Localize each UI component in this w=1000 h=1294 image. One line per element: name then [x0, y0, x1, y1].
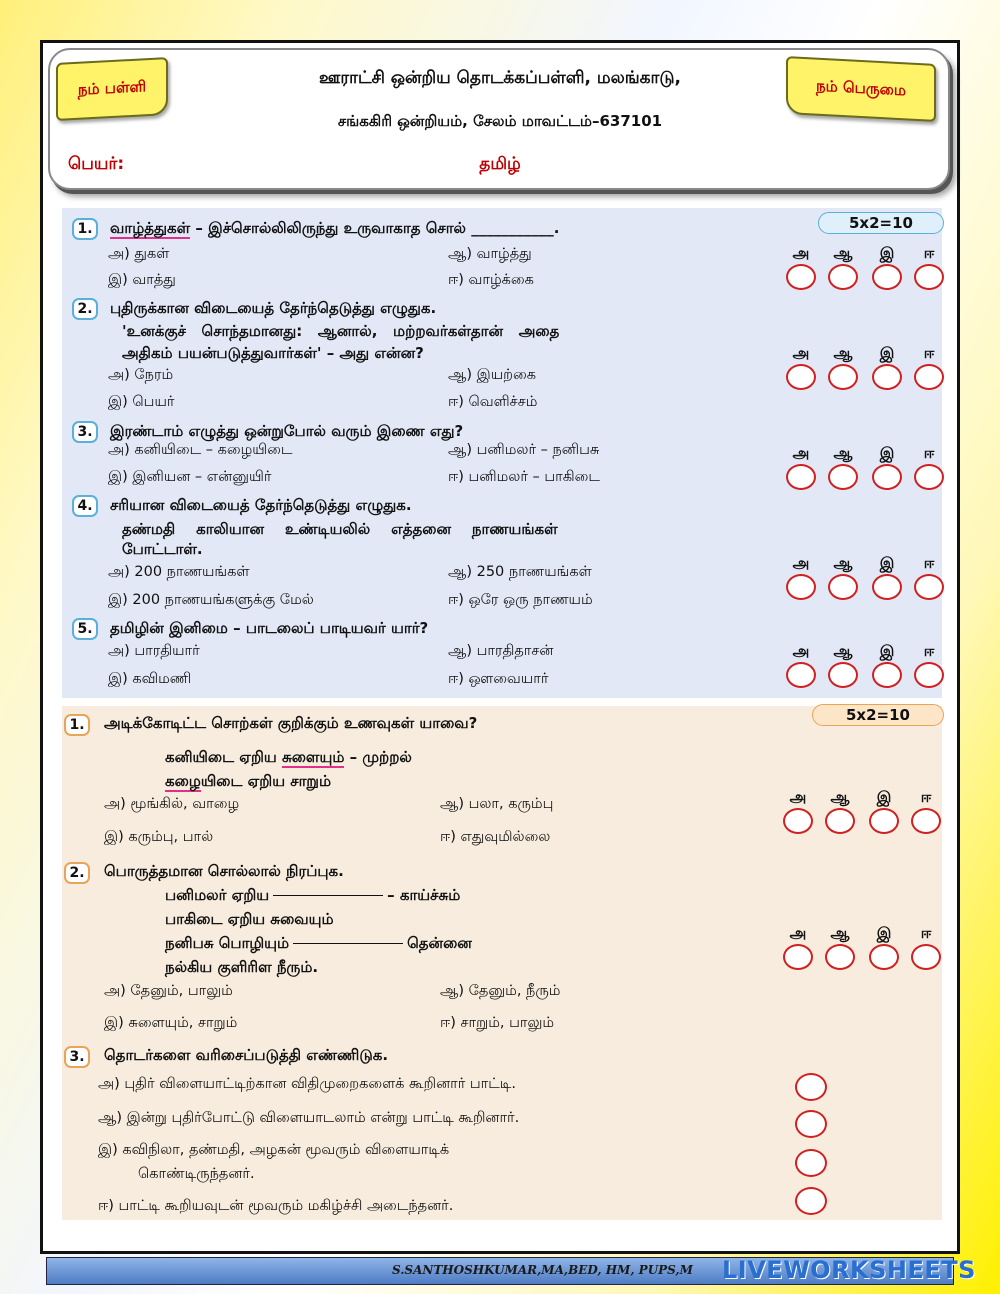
option-a: அ) துகள் — [108, 246, 170, 262]
option-c: இ) 200 நாணயங்களுக்கு மேல் — [108, 592, 314, 608]
order-circle-2[interactable] — [795, 1110, 827, 1138]
poem-line: நனிபசு பொழியும் தென்னை — [165, 934, 472, 952]
option-d: ஈ) எதுவுமில்லை — [440, 829, 551, 845]
answer-circle-b[interactable] — [828, 364, 858, 390]
question-text: தமிழின் இனிமை – பாடலைப் பாடியவர் யார்? — [110, 619, 429, 637]
answer-circles: அ ஆ இ ஈ — [783, 788, 933, 838]
answer-circle-c[interactable] — [872, 574, 902, 600]
option-a: அ) மூங்கில், வாழை — [104, 796, 240, 812]
option-c: இ) வாத்து — [108, 272, 176, 288]
option-b: ஆ) தேனும், நீரும் — [440, 983, 561, 999]
fill-blank[interactable] — [293, 943, 403, 944]
answer-circle-d[interactable] — [914, 464, 944, 490]
option-a: அ) நேரம் — [108, 367, 174, 383]
underlined-word: கழை — [165, 772, 201, 790]
answer-circle-c[interactable] — [872, 464, 902, 490]
answer-circle-a[interactable] — [786, 662, 816, 688]
name-label: பெயர்: — [68, 154, 125, 174]
option-a: அ) 200 நாணயங்கள் — [108, 564, 250, 580]
answer-circle-c[interactable] — [872, 364, 902, 390]
option-b: ஆ) பாரதிதாசன் — [448, 643, 554, 659]
answer-circle-b[interactable] — [825, 808, 855, 834]
poem-line: நல்கிய குளிரிள நீரும். — [165, 958, 319, 976]
option-b: ஆ) பலா, கரும்பு — [440, 796, 554, 812]
fill-blank[interactable] — [273, 895, 383, 896]
poem-line: பனிமலர் ஏறிய – காய்ச்சும் — [165, 886, 461, 904]
option-d: ஈ) வெளிச்சம் — [448, 394, 538, 410]
sequence-item: ஆ) இன்று புதிர்போட்டு விளையாடலாம் என்று பாட்டி கூறினார். — [98, 1110, 520, 1126]
option-d: ஈ) ஒரே ஒரு நாணயம் — [448, 592, 593, 608]
option-b: ஆ) வாழ்த்து — [448, 246, 532, 262]
footer-author: S.SANTHOSHKUMAR,MA,BED, HM, PUPS,M — [392, 1263, 693, 1277]
answer-circles: அ ஆ இ ஈ — [786, 244, 936, 294]
sequence-item: இ) கவிநிலா, தண்மதி, அழகன் மூவரும் விளையாடிக் — [98, 1142, 450, 1158]
question-number: 1. — [64, 714, 90, 736]
option-b: ஆ) பனிமலர் – நனிபசு — [448, 442, 600, 458]
option-a: அ) கனியிடை – கழையிடை — [108, 442, 293, 458]
question-subtext: 'உனக்குச் சொந்தமானது: ஆனால், மற்றவர்கள்தான் அதை — [122, 322, 560, 340]
answer-circles: அ ஆ இ ஈ — [783, 924, 933, 974]
option-c: இ) இனியன – என்னுயிர் — [108, 469, 272, 485]
question-text: தொடர்களை வரிசைப்படுத்தி எண்ணிடுக. — [104, 1046, 389, 1064]
answer-circle-b[interactable] — [828, 574, 858, 600]
question-number: 1. — [72, 218, 98, 240]
question-text: சரியான விடையைத் தேர்ந்தெடுத்து எழுதுக. — [110, 496, 412, 514]
underlined-word: சுளையும் — [281, 748, 345, 766]
answer-circle-a[interactable] — [783, 808, 813, 834]
poem-line: கழையிடை ஏறிய சாறும் — [165, 772, 332, 790]
answer-circle-c[interactable] — [872, 264, 902, 290]
question-subtext: அதிகம் பயன்படுத்துவார்கள்' – அது என்ன? — [122, 344, 424, 362]
order-circle-1[interactable] — [795, 1073, 827, 1101]
option-c: இ) பெயர் — [108, 394, 175, 410]
answer-circles: அ ஆ இ ஈ — [786, 642, 936, 692]
option-b: ஆ) 250 நாணயங்கள் — [448, 564, 592, 580]
option-c: இ) கவிமணி — [108, 671, 192, 687]
sequence-item: ஈ) பாட்டி கூறியவுடன் மூவரும் மகிழ்ச்சி அடைந்தனர். — [98, 1198, 454, 1214]
option-c: இ) கரும்பு, பால் — [104, 829, 214, 845]
question-text: வாழ்த்துகள் – இச்சொல்லிலிருந்து உருவாகாத சொல் ___________. — [110, 219, 560, 237]
left-banner: நம் பள்ளி — [56, 57, 168, 121]
answer-circle-d[interactable] — [911, 808, 941, 834]
answer-circle-b[interactable] — [825, 944, 855, 970]
question-number: 3. — [72, 421, 98, 443]
answer-circle-c[interactable] — [869, 808, 899, 834]
sequence-item: அ) புதிர் விளையாட்டிற்கான விதிமுறைகளைக் கூறினார் பாட்டி. — [98, 1076, 516, 1092]
question-number: 2. — [64, 862, 90, 884]
question-subtext: தண்மதி காலியான உண்டியலில் எத்தனை நாணயங்கள் — [122, 520, 558, 538]
option-c: இ) சுளையும், சாறும் — [104, 1015, 238, 1031]
answer-circle-a[interactable] — [786, 574, 816, 600]
option-a: அ) தேனும், பாலும் — [104, 983, 233, 999]
answer-circle-b[interactable] — [828, 264, 858, 290]
poem-line: கனியிடை ஏறிய சுளையும் – முற்றல் — [165, 748, 412, 766]
question-number: 5. — [72, 618, 98, 640]
underlined-word: வாழ்த்துகள் — [110, 219, 191, 237]
option-d: ஈ) பனிமலர் – பாகிடை — [448, 469, 600, 485]
answer-circle-a[interactable] — [786, 364, 816, 390]
answer-circle-a[interactable] — [786, 464, 816, 490]
question-text: அடிக்கோடிட்ட சொற்கள் குறிக்கும் உணவுகள் யாவை? — [104, 714, 478, 732]
question-number: 4. — [72, 495, 98, 517]
question-number: 3. — [64, 1046, 90, 1068]
answer-circle-d[interactable] — [911, 944, 941, 970]
answer-circle-d[interactable] — [914, 264, 944, 290]
order-circle-4[interactable] — [795, 1187, 827, 1215]
order-circle-3[interactable] — [795, 1149, 827, 1177]
option-b: ஆ) இயற்கை — [448, 367, 537, 383]
option-d: ஈ) ஔவையார் — [448, 671, 549, 687]
right-banner: நம் பெருமை — [786, 56, 936, 122]
score-badge-2: 5x2=10 — [812, 704, 944, 726]
answer-circles: அ ஆ இ ஈ — [786, 554, 936, 604]
answer-circle-c[interactable] — [872, 662, 902, 688]
question-text: புதிருக்கான விடையைத் தேர்ந்தெடுத்து எழுதுக. — [110, 299, 437, 317]
answer-circle-d[interactable] — [914, 364, 944, 390]
answer-circle-a[interactable] — [786, 264, 816, 290]
answer-circles: அ ஆ இ ஈ — [786, 344, 936, 394]
school-name: ஊராட்சி ஒன்றிய தொடக்கப்பள்ளி, மலங்காடு, — [318, 68, 682, 88]
option-a: அ) பாரதியார் — [108, 643, 200, 659]
answer-circle-b[interactable] — [828, 464, 858, 490]
answer-circle-d[interactable] — [914, 574, 944, 600]
answer-circles: அ ஆ இ ஈ — [786, 444, 936, 494]
question-text: இரண்டாம் எழுத்து ஒன்றுபோல் வரும் இணை எது? — [110, 422, 464, 440]
answer-circle-a[interactable] — [783, 944, 813, 970]
question-text: பொருத்தமான சொல்லால் நிரப்புக. — [104, 862, 344, 880]
score-badge-1: 5x2=10 — [818, 212, 944, 234]
question-number: 2. — [72, 298, 98, 320]
sequence-item-continued: கொண்டிருந்தனர். — [138, 1166, 255, 1182]
school-address: சங்ககிரி ஒன்றியம், சேலம் மாவட்டம்–637101 — [337, 112, 663, 130]
subject-title: தமிழ் — [479, 154, 521, 174]
poem-line: பாகிடை ஏறிய சுவையும் — [165, 910, 334, 928]
liveworksheets-logo: LIVEWORKSHEETS — [722, 1256, 976, 1284]
question-subtext: போட்டாள். — [122, 540, 203, 558]
answer-circle-b[interactable] — [828, 662, 858, 688]
option-d: ஈ) சாறும், பாலும் — [440, 1015, 555, 1031]
option-d: ஈ) வாழ்க்கை — [448, 272, 534, 288]
answer-circle-d[interactable] — [914, 662, 944, 688]
answer-circle-c[interactable] — [869, 944, 899, 970]
